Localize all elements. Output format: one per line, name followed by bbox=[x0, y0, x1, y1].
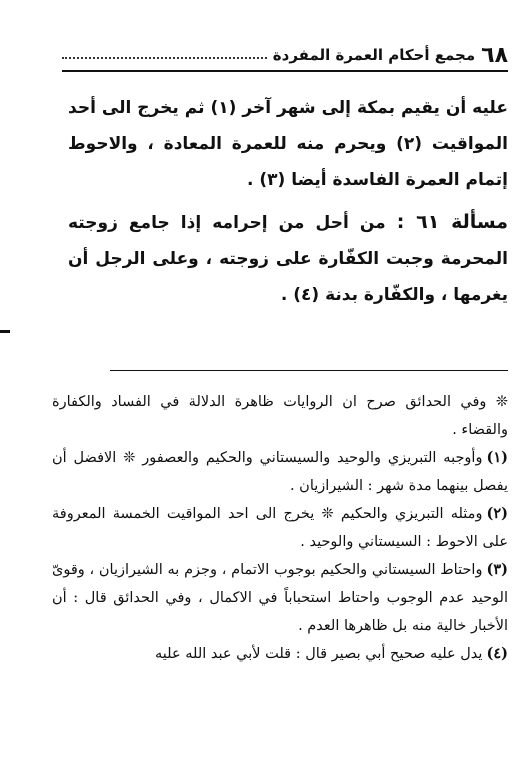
footnote-number: (٤) bbox=[486, 645, 508, 662]
footnote-text: يدل عليه صحيح أبي بصير قال : قلت لأبي عبد الله عليه bbox=[155, 646, 483, 662]
main-text bbox=[68, 90, 508, 319]
page-header bbox=[62, 40, 508, 72]
issue-text: من أحل من إحرامه إذا جامع زوجته المحرمة وجبت الكفّارة على زوجته ، وعلى الرجل أن يغرمها ، والكفّارة بدنة (٤) . bbox=[68, 213, 508, 305]
issue-label: مسألة ٦١ : bbox=[396, 211, 508, 233]
footnote-number: (١) bbox=[486, 449, 508, 466]
main-paragraph: عليه أن يقيم بمكة إلى شهر آخر (١) ثم يخرج الى أحد المواقيت (٢) ويحرم منه للعمرة المعادة ، والاحوط إتمام العمرة الفاسدة أيضا (٣) . bbox=[68, 98, 509, 190]
footnote-divider bbox=[110, 370, 508, 371]
header-dotted-leader bbox=[62, 57, 267, 59]
footnote-4 bbox=[52, 640, 508, 668]
page-number: ٦٨ bbox=[481, 42, 508, 68]
margin-mark bbox=[0, 330, 10, 333]
footnote-text: وأوجبه التبريزي والوحيد والسيستاني والحكيم والعصفور ❊ الافضل أن يفصل بينهما مدة شهر : الشيرازيان . bbox=[52, 450, 508, 494]
footnotes bbox=[52, 388, 508, 668]
footnote-number: (٣) bbox=[486, 561, 508, 578]
footnote-2 bbox=[52, 500, 508, 556]
issue-paragraph bbox=[68, 204, 508, 313]
footnote-text: واحتاط السيستاني والحكيم بوجوب الاتمام ، وجزم به الشيرازيان ، وقوىّ الوحيد عدم الوجوب واحتاط استحباباً في الاكمال ، وفي الحدائق قال : أن الأخبار خالية منه بل ظاهرها العدم . bbox=[52, 562, 508, 634]
footnote-text: ومثله التبريزي والحكيم ❊ يخرج الى احد المواقيت الخمسة المعروفة على الاحوط : السيستاني والوحيد . bbox=[52, 506, 508, 550]
footnote-intro: ❊ وفي الحدائق صرح ان الروايات ظاهرة الدلالة في الفساد والكفارة والقضاء . bbox=[52, 394, 508, 438]
footnote-number: (٢) bbox=[486, 505, 508, 522]
footnote-1 bbox=[52, 444, 508, 500]
running-title: مجمع أحكام العمرة المفردة bbox=[272, 46, 476, 64]
footnote-3 bbox=[52, 556, 508, 640]
